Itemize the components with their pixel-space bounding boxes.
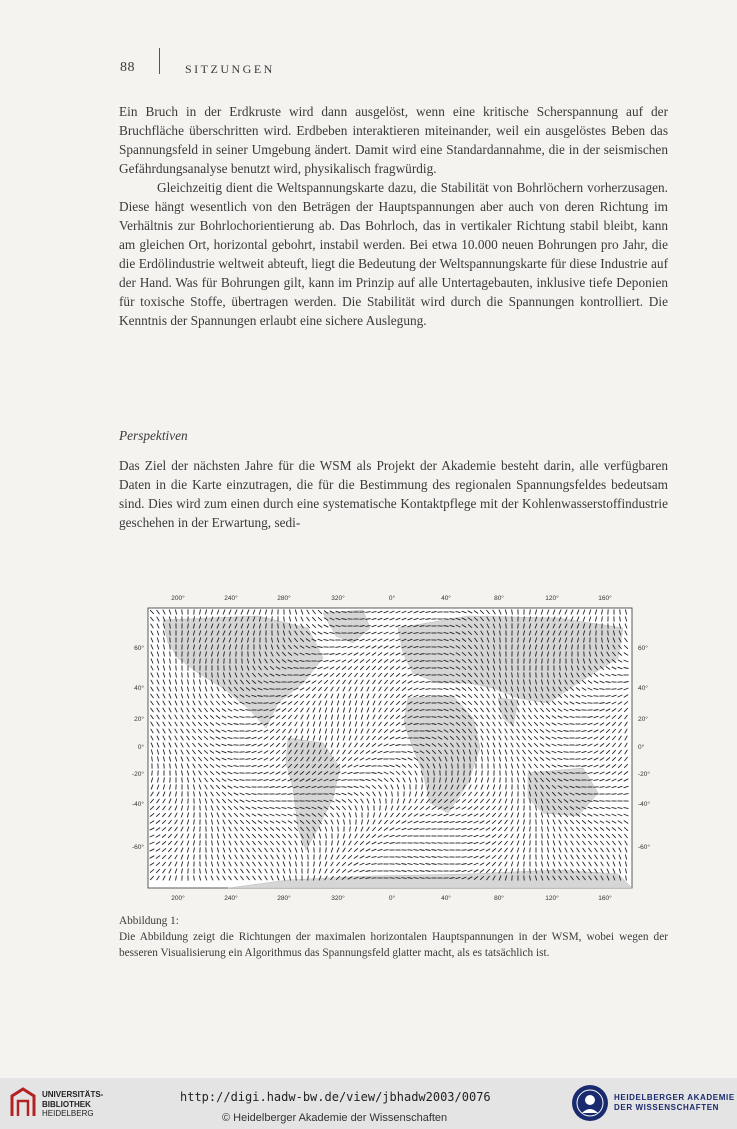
stress-tick [569, 724, 574, 725]
stress-tick [176, 665, 177, 670]
stress-tick [530, 868, 531, 873]
stress-tick [461, 843, 466, 844]
stress-tick [560, 665, 561, 670]
stress-tick [572, 658, 573, 663]
lon-label-top: 120° [545, 595, 559, 602]
stress-tick [548, 658, 549, 663]
stress-tick [500, 777, 501, 782]
stress-tick [320, 840, 321, 845]
stress-tick [242, 658, 243, 663]
stress-tick [407, 850, 412, 851]
stress-tick [461, 857, 466, 858]
stress-tick [338, 826, 339, 831]
academy-name [614, 1093, 735, 1113]
permalink-url[interactable]: http://digi.hadw-bw.de/view/jbhadw2003/0076 [180, 1090, 491, 1104]
paragraph: Das Ziel der nächsten Jahre für die WSM als Projekt der Akademie besteht darin, alle verfügbaren Daten in die Karte einzutragen, die für die Bestimmung des regionalen Spannungsfeldes bedeutsam sind. Dies wird zum einen durch eine systematische Kontaktpflege mit der Kohlenwasserstoffindustrie geschehen in der Erwartung, sedi- [119, 458, 668, 530]
stress-tick [506, 784, 507, 789]
lat-label-left: -60° [132, 844, 144, 851]
lat-label-left: 0° [137, 744, 144, 751]
world-stress-map-figure [108, 588, 652, 908]
stress-tick [170, 651, 171, 656]
stress-tick [389, 878, 394, 879]
stress-tick [542, 658, 543, 663]
stress-tick [182, 672, 183, 677]
top-longitude-labels [171, 594, 612, 602]
stress-tick [437, 682, 442, 683]
stress-tick [212, 658, 213, 663]
stress-tick [563, 752, 568, 753]
stress-tick [530, 840, 531, 845]
stress-tick [431, 871, 436, 872]
stress-tick [182, 637, 183, 642]
stress-tick [425, 626, 430, 627]
stress-tick [371, 871, 376, 872]
stress-tick [443, 850, 448, 851]
stress-tick [188, 651, 189, 656]
academy-seal-icon [570, 1083, 610, 1123]
stress-tick [443, 857, 448, 858]
stress-tick [341, 626, 346, 627]
paragraph: Ein Bruch in der Erdkruste wird dann ausgelöst, wenn eine kritische Scherspannung auf der Bruchfläche überschritten wird. Erdbeben interaktieren miteinander, weil ein ausgelöstes Beben das Spannungsfeld in seiner Umgebung ändert. Damit wird eine Standardannahme, die in der seismischen Gefährdungsanalyse benutzt wird, physikalisch fragwürdig. [119, 104, 668, 176]
stress-tick [575, 759, 580, 760]
stress-tick [305, 794, 310, 795]
stress-tick [347, 612, 352, 613]
lat-label-right: -60° [638, 844, 650, 851]
stress-tick [530, 826, 531, 831]
stress-tick [260, 644, 261, 649]
stress-tick [425, 843, 430, 844]
stress-tick [341, 640, 346, 641]
academy-logo[interactable] [570, 1083, 610, 1128]
copyright-notice: © Heidelberger Akademie der Wissenschaften [222, 1112, 448, 1124]
lat-label-left: 60° [134, 645, 144, 652]
stress-tick [563, 745, 568, 746]
stress-tick [449, 612, 454, 613]
stress-tick [482, 770, 483, 775]
stress-tick [524, 791, 525, 796]
lon-label-top: 200° [171, 595, 185, 602]
lat-label-left: 20° [134, 716, 144, 723]
stress-tick [296, 875, 297, 880]
stress-tick [368, 812, 369, 817]
stress-tick [233, 731, 238, 732]
bottom-longitude-labels [171, 894, 612, 902]
stress-tick [443, 619, 448, 620]
lon-label-top: 280° [277, 595, 291, 602]
stress-tick [233, 759, 238, 760]
lon-label-top: 40° [441, 595, 451, 602]
stress-tick [218, 658, 219, 663]
stress-tick [395, 857, 400, 858]
stress-tick [506, 770, 507, 775]
stress-tick [518, 868, 519, 873]
stress-tick [182, 777, 183, 782]
stress-tick [284, 616, 285, 621]
stress-tick [419, 829, 424, 830]
stress-tick [512, 875, 513, 880]
stress-tick [536, 861, 537, 866]
stress-tick [542, 833, 543, 838]
stress-tick [269, 689, 274, 690]
stress-tick [305, 668, 310, 669]
paragraph: Gleichzeitig dient die Weltspannungskarte dazu, die Stabilität von Bohrlöchern vorherzusagen. Diese hängt wesentlich von den Beträgen der Hauptspannungen aber auch von deren Richtung im Verhältnis zur Bohrlochorientierung ab. Das Bohrloch, das in vertikaler Richtung stabil bleibt, kann am gleichen Ort, horizontal gebohrt, instabil werden. Bei etwa 10.000 neuen Bohrungen pro Jahr, die die Erdölindustrie weltweit abteuft, liegt die Bedeutung der Weltspannungskarte für diese Industrie auf der Hand. Was für Bohrungen gilt, kann im Prinzip auf alle Untertagebauten, inklusive tiefe Deponien für toxische Stoffe, übertragen werden. Die Stabilität wird durch die Spannungen kontrolliert. Die Kenntnis der Spannungen erlaubt eine sichere Auslegung. [119, 180, 668, 328]
stress-tick [437, 689, 442, 690]
ub-emblem-icon [8, 1086, 38, 1120]
stress-tick [500, 644, 501, 649]
stress-tick [263, 703, 268, 704]
library-name-line: HEIDELBERG [42, 1109, 94, 1118]
stress-tick [587, 780, 592, 781]
stress-tick [620, 609, 621, 614]
lon-label-bottom: 80° [494, 895, 504, 902]
stress-tick [587, 794, 592, 795]
stress-tick [164, 763, 165, 768]
stress-tick [578, 644, 579, 649]
stress-tick [425, 675, 430, 676]
stress-tick [536, 658, 537, 663]
lat-label-right: 60° [638, 645, 648, 652]
stress-tick [536, 812, 537, 817]
stress-tick [194, 658, 195, 663]
stress-tick [518, 651, 519, 656]
stress-tick [212, 672, 213, 677]
right-latitude-labels [638, 644, 650, 851]
stress-tick [599, 801, 604, 802]
stress-tick [530, 658, 531, 663]
stress-tick [335, 633, 340, 634]
stress-tick [425, 668, 430, 669]
lon-label-top: 80° [494, 595, 504, 602]
stress-tick [431, 717, 436, 718]
stress-tick [530, 847, 531, 852]
stress-tick [194, 812, 195, 817]
lat-label-right: 40° [638, 685, 648, 692]
stress-tick [188, 672, 189, 677]
stress-tick [152, 770, 153, 775]
lon-label-bottom: 0° [388, 895, 396, 902]
stress-tick [302, 861, 303, 866]
stress-tick [542, 672, 543, 677]
caption-label: Abbildung 1: [119, 915, 179, 927]
stress-tick [263, 787, 268, 788]
section-heading: Perspektiven [119, 428, 188, 443]
stress-tick [608, 630, 609, 635]
page-number: 88 [120, 60, 135, 75]
figure-caption [119, 913, 668, 961]
stress-tick [281, 794, 286, 795]
stress-tick [542, 840, 543, 845]
lat-label-left: 40° [134, 685, 144, 692]
stress-tick [206, 658, 207, 663]
stress-tick [329, 640, 334, 641]
stress-tick [449, 829, 454, 830]
lat-label-right: 20° [638, 716, 648, 723]
lat-label-right: 0° [638, 744, 645, 751]
stress-tick [200, 805, 201, 810]
stress-tick [425, 829, 430, 830]
lon-label-top: 0° [388, 595, 396, 602]
stress-tick [389, 871, 394, 872]
stress-tick [176, 770, 177, 775]
stress-tick [458, 770, 459, 775]
lon-label-bottom: 160° [598, 895, 612, 902]
stress-tick [206, 819, 207, 824]
stress-tick [254, 637, 255, 642]
lon-label-top: 320° [331, 595, 345, 602]
stress-tick [506, 623, 507, 628]
stress-tick [431, 843, 436, 844]
stress-tick [305, 801, 310, 802]
university-library-name [42, 1090, 103, 1119]
stress-tick [425, 703, 430, 704]
stress-tick [584, 651, 585, 656]
stress-map-svg [108, 588, 652, 908]
stress-tick [341, 787, 346, 788]
stress-tick [437, 843, 442, 844]
left-latitude-labels [132, 644, 144, 851]
stress-tick [422, 777, 423, 782]
stress-tick [308, 875, 309, 880]
stress-tick [611, 689, 616, 690]
stress-tick [269, 801, 274, 802]
caption-text: Die Abbildung zeigt die Richtungen der maximalen horizontalen Hauptspannungen in der WSM, wobei wegen der besseren Visualisierung ein Algorithmus das Spannungsfeld glatter macht, als es tatsächlich ist. [119, 931, 668, 959]
stress-tick [464, 770, 465, 775]
academy-name-line: HEIDELBERGER AKADEMIE [614, 1093, 735, 1102]
lon-label-bottom: 40° [441, 895, 451, 902]
stress-tick [581, 773, 586, 774]
stress-tick [542, 847, 543, 852]
stress-tick [200, 658, 201, 663]
stress-tick [524, 875, 525, 880]
stress-tick [566, 651, 567, 656]
stress-tick [392, 798, 393, 803]
academy-name-line: DER WISSENSCHAFTEN [614, 1103, 720, 1112]
stress-tick [437, 696, 442, 697]
header-divider [159, 48, 160, 74]
lat-label-right: -20° [638, 771, 650, 778]
lat-label-left: -40° [132, 801, 144, 808]
lat-label-right: -40° [638, 801, 650, 808]
library-name-line: BIBLIOTHEK [42, 1099, 91, 1109]
running-title: SITZUNGEN [185, 62, 275, 76]
body-text [119, 102, 668, 330]
lon-label-bottom: 320° [331, 895, 345, 902]
stress-tick [461, 850, 466, 851]
lon-label-bottom: 280° [277, 895, 291, 902]
stress-tick [272, 616, 273, 621]
lon-label-bottom: 200° [171, 895, 185, 902]
stress-tick [182, 609, 183, 614]
stress-tick [575, 780, 580, 781]
stress-tick [518, 672, 519, 677]
stress-tick [419, 843, 424, 844]
lon-label-top: 240° [224, 595, 238, 602]
footer-bar [0, 1078, 737, 1129]
stress-tick [575, 738, 580, 739]
stress-tick [338, 833, 339, 838]
stress-tick [524, 861, 525, 866]
stress-tick [251, 717, 256, 718]
stress-tick [425, 878, 430, 879]
stress-tick [299, 794, 304, 795]
library-name-line: UNIVERSITÄTS- [42, 1090, 104, 1099]
lon-label-bottom: 240° [224, 895, 238, 902]
stress-tick [359, 619, 364, 620]
lon-label-bottom: 120° [545, 895, 559, 902]
university-library-logo[interactable] [8, 1086, 38, 1125]
stress-tick [194, 854, 195, 859]
stress-tick [437, 633, 442, 634]
stress-tick [389, 752, 394, 753]
lat-label-left: -20° [132, 771, 144, 778]
stress-tick [206, 854, 207, 859]
stress-tick [275, 794, 280, 795]
stress-tick [287, 682, 292, 683]
stress-tick [593, 696, 598, 697]
stress-tick [518, 623, 519, 628]
stress-tick [611, 794, 616, 795]
stress-tick [170, 630, 171, 635]
stress-tick [437, 675, 442, 676]
stress-tick [437, 864, 442, 865]
stress-tick [380, 805, 381, 810]
body-text-continued [119, 456, 668, 532]
stress-tick [188, 784, 189, 789]
stress-tick [500, 637, 501, 642]
stress-tick [245, 766, 250, 767]
stress-tick [257, 710, 262, 711]
stress-tick [518, 798, 519, 803]
lon-label-top: 160° [598, 595, 612, 602]
